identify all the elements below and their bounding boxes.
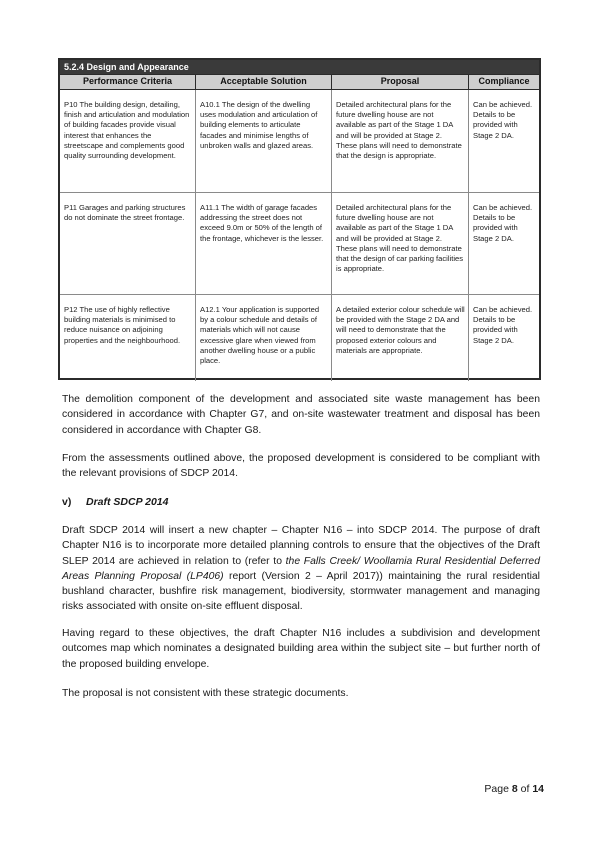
table-section-title: 5.2.4 Design and Appearance [60, 60, 539, 74]
table-row [60, 90, 539, 193]
planning-proposal-title: the Falls Creek/ Woollamia Rural Residential Deferred Areas Planning Proposal (LP406) [62, 555, 540, 582]
section-heading-number: v) [62, 496, 72, 508]
cell-performance-criteria: P11 Garages and parking structures do not dominate the street frontage. [60, 193, 196, 294]
header-acceptable-solution: Acceptable Solution [196, 75, 332, 89]
cell-compliance: Can be achieved. Details to be provided with Stage 2 DA. [473, 100, 533, 140]
paragraph-draft-sdcp [62, 523, 540, 615]
cell-acceptable-solution: A11.1 The width of garage facades addressing the street does not exceed 9.0m or 50% of the length of the frontage, whichever is the lesser. [196, 193, 332, 294]
header-performance-criteria: Performance Criteria [60, 75, 196, 89]
section-heading-text: Draft SDCP 2014 [86, 496, 169, 508]
section-heading [62, 496, 168, 508]
design-appearance-table [58, 58, 541, 380]
paragraph-assessment-conclusion: From the assessments outlined above, the proposed development is considered to be compliant with the relevant provisions of SDCP 2014. [62, 453, 540, 480]
page-number-footer [444, 783, 544, 795]
paragraph-draft-sdcp-part-2: report (Version 2 – April 2017)) maintaining the rural residential bushland character, bushfire risk management, biodiversity, stormwater management and managing risks associated with onsite on-site effluent disposal. [62, 570, 540, 613]
cell-compliance: Can be achieved. Details to be provided with Stage 2 DA. [473, 203, 533, 243]
table-header-row [60, 74, 539, 90]
page-label: Page [484, 783, 512, 795]
paragraph-demolition: The demolition component of the development and associated site waste management has been considered in accordance with Chapter G7, and on-site wastewater treatment and disposal has been considered in accordance with Chapter G8. [62, 394, 540, 436]
page-number: 8 [511, 783, 518, 795]
cell-performance-criteria: P10 The building design, detailing, finish and articulation and modulation of building facades provide visual interest that enhances the streetscape and complements good quality surrounding development. [60, 90, 196, 192]
paragraph-consistency: The proposal is not consistent with these strategic documents. [62, 688, 349, 699]
cell-proposal: A detailed exterior colour schedule will be provided with the Stage 2 DA and will need to demonstrate that the proposed exterior colours and materials are appropriate. [332, 295, 469, 381]
cell-acceptable-solution: A10.1 The design of the dwelling uses modulation and articulation of building elements to articulate facades and minimise lengths of unbroken walls and glazed areas. [196, 90, 332, 192]
page-total: 14 [532, 783, 544, 795]
cell-proposal: Detailed architectural plans for the future dwelling house are not available as part of the Stage 1 DA and will be provided at Stage 2. These plans will need to demonstrate that the design is appropriate. [332, 90, 469, 192]
header-proposal: Proposal [332, 75, 469, 89]
cell-proposal: Detailed architectural plans for the future dwelling house are not available as part of the Stage 1 DA and will be provided at Stage 2. These plans will need to demonstrate that the design of car parking facilities is appropriate. [332, 193, 469, 294]
of-label: of [517, 783, 533, 795]
cell-acceptable-solution: A12.1 Your application is supported by a colour schedule and details of materials which will not cause excessive glare when viewed from another dwelling house or a public place. [196, 295, 332, 381]
paragraph-objectives: Having regard to these objectives, the draft Chapter N16 includes a subdivision and development outcomes map which nominates a designated building area within the subject site – but further north of the proposed building envelope. [62, 628, 540, 670]
cell-compliance: Can be achieved. Details to be provided with Stage 2 DA. [473, 305, 533, 345]
header-compliance: Compliance [478, 76, 530, 86]
table-row [60, 295, 539, 381]
table-row [60, 193, 539, 295]
paragraph-draft-sdcp-part-1: Draft SDCP 2014 will insert a new chapter – Chapter N16 – into SDCP 2014. The purpose of draft Chapter N16 is to incorporate more detailed planning controls to ensure that the objectives of the Draft SLEP 2014 are achieved in relation to (refer to [62, 525, 540, 567]
cell-performance-criteria: P12 The use of highly reflective building materials is minimised to reduce nuisance on adjoining properties and the neighbourhood. [60, 295, 196, 381]
